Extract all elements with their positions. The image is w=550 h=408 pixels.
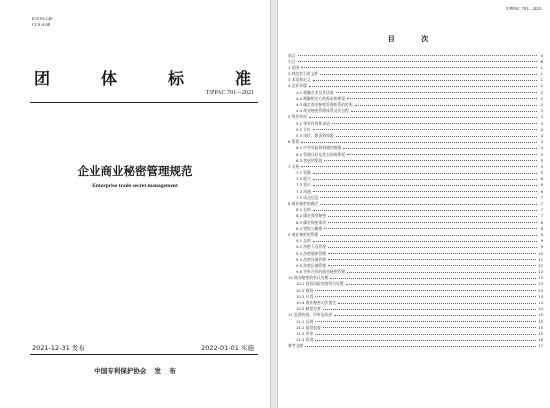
toc-leader-dots [315, 296, 536, 297]
toc-entry-page: 7 [540, 194, 543, 200]
toc-entry-page: Ⅲ [540, 58, 543, 64]
toc-leader-dots [323, 327, 536, 328]
toc-entry-text: 10.5 制度完善 [296, 306, 321, 312]
toc-entry-text: 5 领导作用 [288, 114, 307, 120]
toc-entry[interactable] [288, 343, 543, 349]
toc-leader-dots [338, 303, 536, 304]
toc-entry-text: 6 策划 [288, 139, 300, 145]
toc-entry-page: 7 [540, 201, 543, 206]
toc-entry-text: 9.6 对外合作的商业秘密管理 [296, 269, 346, 275]
toc-entry-text: 7.2 能力 [296, 176, 311, 182]
toc-entry-page: 4 [540, 132, 543, 138]
toc-leader-dots [336, 92, 537, 93]
toc-leader-dots [328, 265, 536, 266]
toc-entry-page: 9 [540, 238, 543, 244]
toc-entry-page: 7 [540, 207, 543, 213]
toc-entry-text: 9.5 涉密区域管理 [296, 262, 327, 268]
toc-leader-dots [347, 272, 536, 273]
toc-entry-page: 5 [540, 157, 543, 163]
toc-leader-dots [320, 204, 537, 205]
standard-type-heading [34, 66, 252, 89]
toc-leader-dots [298, 55, 537, 56]
toc-leader-dots [343, 148, 537, 149]
toc-leader-dots [298, 61, 537, 62]
toc-entry-page: 4 [540, 145, 543, 151]
toc-entry-text: 3 术语和定义 [288, 77, 311, 83]
toc-entry-text: 4.4 商业秘密管理体系及其过程 [296, 108, 349, 114]
toc-entry-text: 6.3 变更的策划 [296, 157, 323, 163]
toc-leader-dots [324, 228, 537, 229]
toc-entry-page: 2 [540, 102, 543, 107]
toc-leader-dots [313, 179, 537, 180]
toc-entry-page: 13 [538, 287, 543, 293]
toc-leader-dots [328, 253, 536, 254]
toc-entry-page: 9 [540, 231, 543, 237]
toc-entry-text: 9.3 涉密载体管理 [296, 250, 327, 256]
toc-entry-text: 9 商业秘密的管理 [288, 231, 319, 237]
toc-entry-page: 15 [538, 330, 543, 336]
toc-entry-text: 9.1 总则 [296, 238, 311, 244]
toc-entry-page: 14 [538, 306, 543, 312]
toc-entry-page: 2 [540, 95, 543, 101]
toc-leader-dots [323, 309, 536, 310]
toc-entry-text: 参考文献 [288, 343, 304, 349]
toc-entry-page: 3 [540, 126, 543, 132]
toc-leader-dots [320, 235, 537, 236]
top-rule [30, 102, 258, 103]
toc-leader-dots [305, 346, 536, 347]
toc-leader-dots [313, 173, 537, 174]
toc-entry-text: 7.1 资源 [296, 170, 311, 176]
toc-leader-dots [313, 241, 537, 242]
toc-leader-dots [346, 284, 537, 285]
toc-entry-text: 引言 [288, 58, 296, 64]
toc-entry-text: 11.1 总则 [296, 318, 314, 324]
toc-leader-dots [301, 67, 537, 68]
toc-entry-text: 8 商业秘密的确定 [288, 201, 319, 206]
issuer: 中国专利保护协会 发 布 [94, 367, 176, 375]
toc-entry-text: 1 范围 [288, 64, 300, 70]
standard-type-char: 准 [234, 69, 252, 88]
toc-leader-dots [313, 80, 537, 81]
toc-entry-text: 11.2 监督检查 [296, 324, 321, 330]
toc-leader-dots [347, 154, 537, 155]
toc-entry-page: 12 [538, 269, 543, 275]
toc-entry-page: 5 [540, 151, 543, 157]
toc-leader-dots [315, 290, 536, 291]
toc-leader-dots [313, 191, 537, 192]
toc-title: 目 次 [387, 35, 441, 43]
toc-entry-page: 6 [540, 188, 543, 194]
toc-leader-dots [328, 247, 537, 248]
classification-codes [32, 16, 53, 28]
toc-leader-dots [313, 210, 537, 211]
page-gutter [270, 0, 278, 408]
standard-type-char: 体 [100, 69, 118, 88]
toc-entry-text: 11.4 改进 [296, 337, 314, 343]
toc-entry-page: 8 [540, 219, 543, 225]
document-title-cn: 企业商业秘密管理规范 [77, 164, 193, 178]
toc-entry-page: 8 [540, 225, 543, 231]
toc-entry-page: 5 [540, 170, 543, 176]
toc-entry-text: 7.3 意识 [296, 182, 311, 188]
toc-entry-page: 17 [538, 343, 543, 349]
toc-leader-dots [309, 86, 537, 87]
toc-entry-text: 4.1 理解企业及其环境 [296, 89, 334, 95]
toc-entry-text: 8.1 总则 [296, 207, 311, 213]
toc-entry-text: 6.2 管理目标及其实现的策划 [296, 151, 346, 157]
ccs-code: CCS A 00 [32, 22, 51, 27]
toc-leader-dots [324, 160, 537, 161]
toc-entry-page: 10 [538, 250, 543, 256]
toc-leader-dots [320, 197, 537, 198]
toc-leader-dots [328, 222, 537, 223]
toc-entry-text: 8.2 确定商业秘密 [296, 213, 327, 219]
toc-leader-dots [301, 166, 537, 167]
toc-entry-page: Ⅱ [541, 52, 543, 58]
toc-entry-text: 6.1 应对风险和机遇的措施 [296, 145, 342, 151]
toc-entry-text: 10.4 商业秘密司法鉴定 [296, 300, 337, 305]
ics-code: ICS 03.140 [32, 16, 53, 21]
toc-entry-text: 5.3 岗位、职责和权限 [296, 132, 334, 138]
toc-entry-page: 2 [540, 83, 543, 89]
toc-entry-page: 4 [540, 139, 543, 145]
toc-entry-text: 7 支持 [288, 163, 300, 169]
toc-leader-dots [315, 321, 536, 322]
toc-entry-page: 3 [540, 120, 543, 126]
toc-leader-dots [313, 129, 537, 130]
toc-leader-dots [315, 334, 536, 335]
toc-entry-text: 4 企业环境 [288, 83, 307, 89]
toc-entry-page: 1 [540, 77, 543, 83]
bottom-rule [30, 354, 258, 355]
toc-leader-dots [315, 340, 536, 341]
toc-entry-text: 11 监督检查、评审及改进 [288, 312, 333, 318]
toc-leader-dots [355, 105, 537, 106]
toc-entry-text: 8.3 确定保密事项 [296, 219, 327, 225]
toc-leader-dots [328, 216, 537, 217]
toc-leader-dots [347, 98, 537, 99]
document-title-en: Enterprise trade secret management [92, 183, 178, 189]
cover-page [0, 0, 270, 408]
toc-standard-number: T/PPAC 701—2021 [505, 6, 542, 11]
toc-entry-text: 10.1 侵权风险的查找与处置 [296, 281, 344, 287]
toc-leader-dots [309, 117, 537, 118]
toc-entry-page: 3 [540, 114, 543, 120]
toc-entry-page: 15 [538, 312, 543, 318]
toc-entry-text: 9.2 涉密人员管理 [296, 244, 327, 250]
toc-leader-dots [351, 111, 537, 112]
toc-entry-text: 2 规范性引用文件 [288, 71, 319, 77]
toc-entry-page: 15 [538, 324, 543, 330]
toc-entry-page: 6 [540, 182, 543, 188]
toc-entry-page: 16 [538, 337, 543, 343]
toc-entry-page: 15 [538, 318, 543, 324]
toc-entry-page: 11 [538, 256, 543, 262]
toc-entry-page: 6 [540, 176, 543, 182]
toc-page [278, 0, 550, 408]
toc-entry-text: 10 商业秘密的争议处理 [288, 275, 329, 281]
toc-leader-dots [332, 123, 537, 124]
toc-entry-page: 2 [540, 89, 543, 95]
toc-leader-dots [334, 315, 536, 316]
toc-entry-page: 3 [540, 108, 543, 114]
toc-entry-page: 1 [540, 64, 543, 70]
toc-entry-page: 5 [540, 163, 543, 169]
toc-list [288, 53, 543, 350]
toc-entry-page: 13 [538, 275, 543, 281]
toc-entry-text: 5.2 方针 [296, 126, 311, 132]
publish-date: 2021-12-31 发布 [32, 344, 85, 352]
standard-type-char: 标 [167, 69, 185, 88]
toc-entry-text: 10.2 维权 [296, 287, 314, 293]
toc-leader-dots [313, 185, 537, 186]
toc-entry-page: 7 [540, 213, 543, 219]
toc-entry-page: 12 [538, 262, 543, 268]
standard-number: T/PPAC 701—2021 [205, 90, 254, 96]
toc-entry-text: 9.4 涉密设备管理 [296, 256, 327, 262]
toc-leader-dots [330, 278, 536, 279]
toc-leader-dots [328, 259, 536, 260]
implement-date: 2022-01-01 实施 [201, 344, 254, 352]
toc-entry-text: 7.5 成文信息 [296, 194, 319, 200]
toc-entry-text: 7.4 沟通 [296, 188, 311, 194]
toc-entry-text: 4.3 确定商业秘密管理体系的范围 [296, 102, 353, 107]
toc-entry-page: 14 [538, 300, 543, 305]
toc-entry-text: 11.3 评审 [296, 330, 314, 336]
toc-leader-dots [336, 136, 537, 137]
toc-entry-page: 13 [538, 281, 543, 287]
toc-entry-page: 1 [540, 71, 543, 77]
toc-entry-page: 9 [540, 244, 543, 250]
toc-entry-page: 14 [538, 293, 543, 299]
toc-entry-text: 10.3 应诉 [296, 293, 314, 299]
toc-entry-text: 4.2 理解相关方的需求和期望 [296, 95, 346, 101]
toc-entry-text: 5.1 领导作用和承诺 [296, 120, 330, 126]
toc-leader-dots [320, 74, 537, 75]
toc-entry-text: 8.4 密级与解密 [296, 225, 323, 231]
standard-type-char: 团 [34, 69, 52, 88]
toc-leader-dots [301, 142, 537, 143]
toc-entry-text: 前言 [288, 52, 296, 58]
